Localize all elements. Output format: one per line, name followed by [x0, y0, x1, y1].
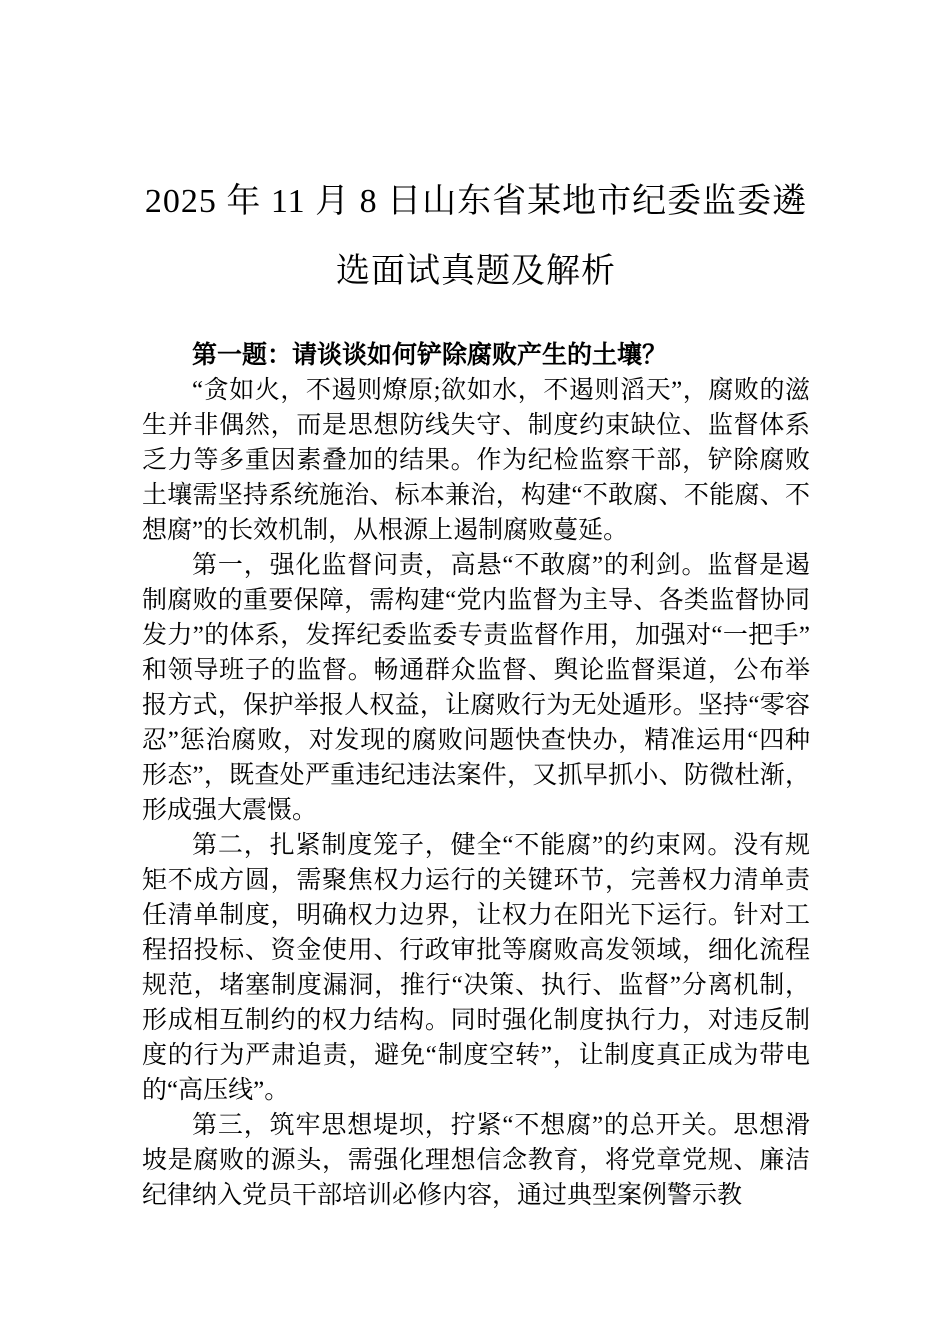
paragraph-point-2: 第二，扎紧制度笼子，健全“不能腐”的约束网。没有规矩不成方圆，需聚焦权力运行的关键环节，完善权力清单责任清单制度，明确权力边界，让权力在阳光下运行。针对工程招投标、资金使用、行政审批等腐败高发领域，细化流程规范，堵塞制度漏洞，推行“决策、执行、监督”分离机制，形成相互制约的权力结构。同时强化制度执行力，对违反制度的行为严肃追责，避免“制度空转”，让制度真正成为带电的“高压线”。 [142, 832, 810, 1104]
document-title [142, 0, 810, 307]
question-heading: 第一题：请谈谈如何铲除腐败产生的土壤？ [192, 342, 668, 369]
paragraph-point-3: 第三，筑牢思想堤坝，拧紧“不想腐”的总开关。思想滑坡是腐败的源头，需强化理想信念教育，将党章党规、廉洁纪律纳入党员干部培训必修内容，通过典型案例警示教 [142, 1112, 810, 1209]
document-body [142, 338, 810, 1213]
paragraph-intro: “贪如火，不遏则燎原;欲如水，不遏则滔天”，腐败的滋生并非偶然，而是思想防线失守、制度约束缺位、监督体系乏力等多重因素叠加的结果。作为纪检监察干部，铲除腐败土壤需坚持系统施治、标本兼治，构建“不敢腐、不能腐、不想腐”的长效机制，从根源上遏制腐败蔓延。 [142, 377, 810, 544]
document-title-line-1: 2025 年 11 月 8 日山东省某地市纪委监委遴 [144, 183, 808, 220]
document-title-line-2: 选面试真题及解析 [336, 253, 616, 290]
paragraph-point-1: 第一，强化监督问责，高悬“不敢腐”的利剑。监督是遏制腐败的重要保障，需构建“党内监督为主导、各类监督协同发力”的体系，发挥纪委监委专责监督作用，加强对“一把手”和领导班子的监督。畅通群众监督、舆论监督渠道，公布举报方式，保护举报人权益，让腐败行为无处遁形。坚持“零容忍”惩治腐败，对发现的腐败问题快查快办，精准运用“四种形态”，既查处严重违纪违法案件，又抓早抓小、防微杜渐，形成强大震慑。 [142, 552, 810, 824]
